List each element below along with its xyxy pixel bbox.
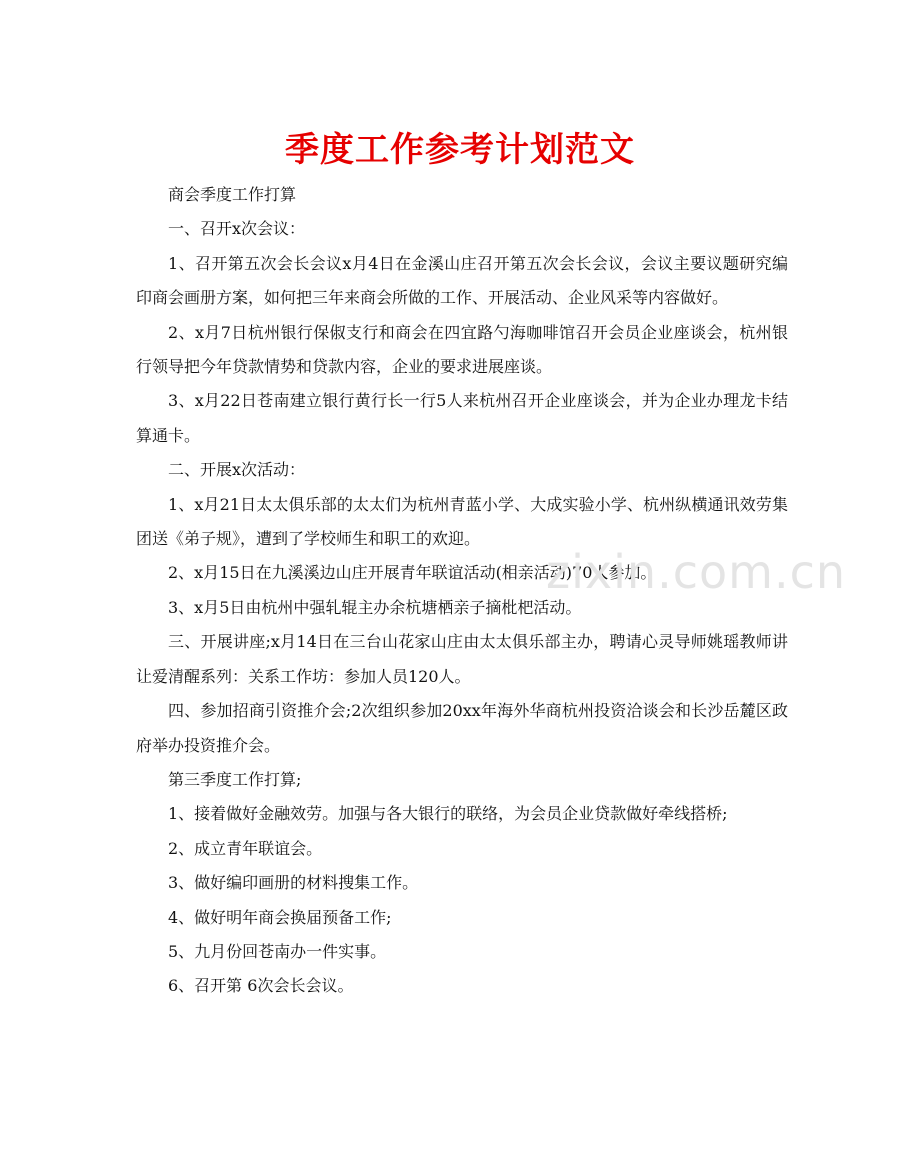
paragraph: 第三季度工作打算;	[168, 769, 302, 789]
paragraph: 四、参加招商引资推介会;2次组织参加20xx年海外华商杭州投资洽谈会和长沙岳麓区政府举办投资推介会。	[136, 701, 788, 755]
paragraph: 商会季度工作打算	[168, 185, 297, 204]
paragraph: 6、召开第 6次会长会议。	[168, 976, 354, 996]
paragraph: 2、成立青年联谊会。	[168, 838, 323, 858]
document-title: 季度工作参考计划范文	[285, 130, 635, 170]
paragraph: 5、九月份回苍南办一件实事。	[168, 941, 387, 961]
paragraph: 3、x月22日苍南建立银行黄行长一行5人来杭州召开企业座谈会，并为企业办理龙卡结算通卡。	[136, 391, 788, 445]
paragraph: 1、x月21日太太俱乐部的太太们为杭州青蓝小学、大成实验小学、杭州纵横通讯效劳集团送《弟子规》，遭到了学校师生和职工的欢迎。	[136, 494, 788, 549]
paragraph: 二、开展x次活动：	[168, 460, 306, 480]
paragraph: 2、x月15日在九溪溪边山庄开展青年联谊活动(相亲活动)70人参加。	[168, 563, 657, 583]
paragraph: 3、做好编印画册的材料搜集工作。	[168, 873, 419, 893]
paragraph: 1、召开第五次会长会议x月4日在金溪山庄召开第五次会长会议，会议主要议题研究编印商会画册方案，如何把三年来商会所做的工作、开展活动、企业风采等内容做好。	[136, 253, 788, 308]
paragraph: 4、做好明年商会换届预备工作;	[168, 907, 392, 927]
paragraph: 1、接着做好金融效劳。加强与各大银行的联络，为会员企业贷款做好牵线搭桥;	[168, 804, 728, 824]
document-body	[136, 178, 788, 1004]
watermark: zixin.com.cn	[546, 545, 847, 599]
paragraph: 3、x月5日由杭州中强轧辊主办余杭塘栖亲子摘枇杷活动。	[168, 597, 582, 617]
paragraph: 一、召开x次会议：	[168, 219, 306, 239]
paragraph: 2、x月7日杭州银行保俶支行和商会在四宜路勺海咖啡馆召开会员企业座谈会，杭州银行领导把今年贷款情势和贷款内容，企业的要求进展座谈。	[136, 322, 788, 377]
paragraph: 三、开展讲座;x月14日在三台山花家山庄由太太俱乐部主办，聘请心灵导师姚瑶教师讲让爱清醒系列：关系工作坊：参加人员120人。	[136, 632, 788, 686]
